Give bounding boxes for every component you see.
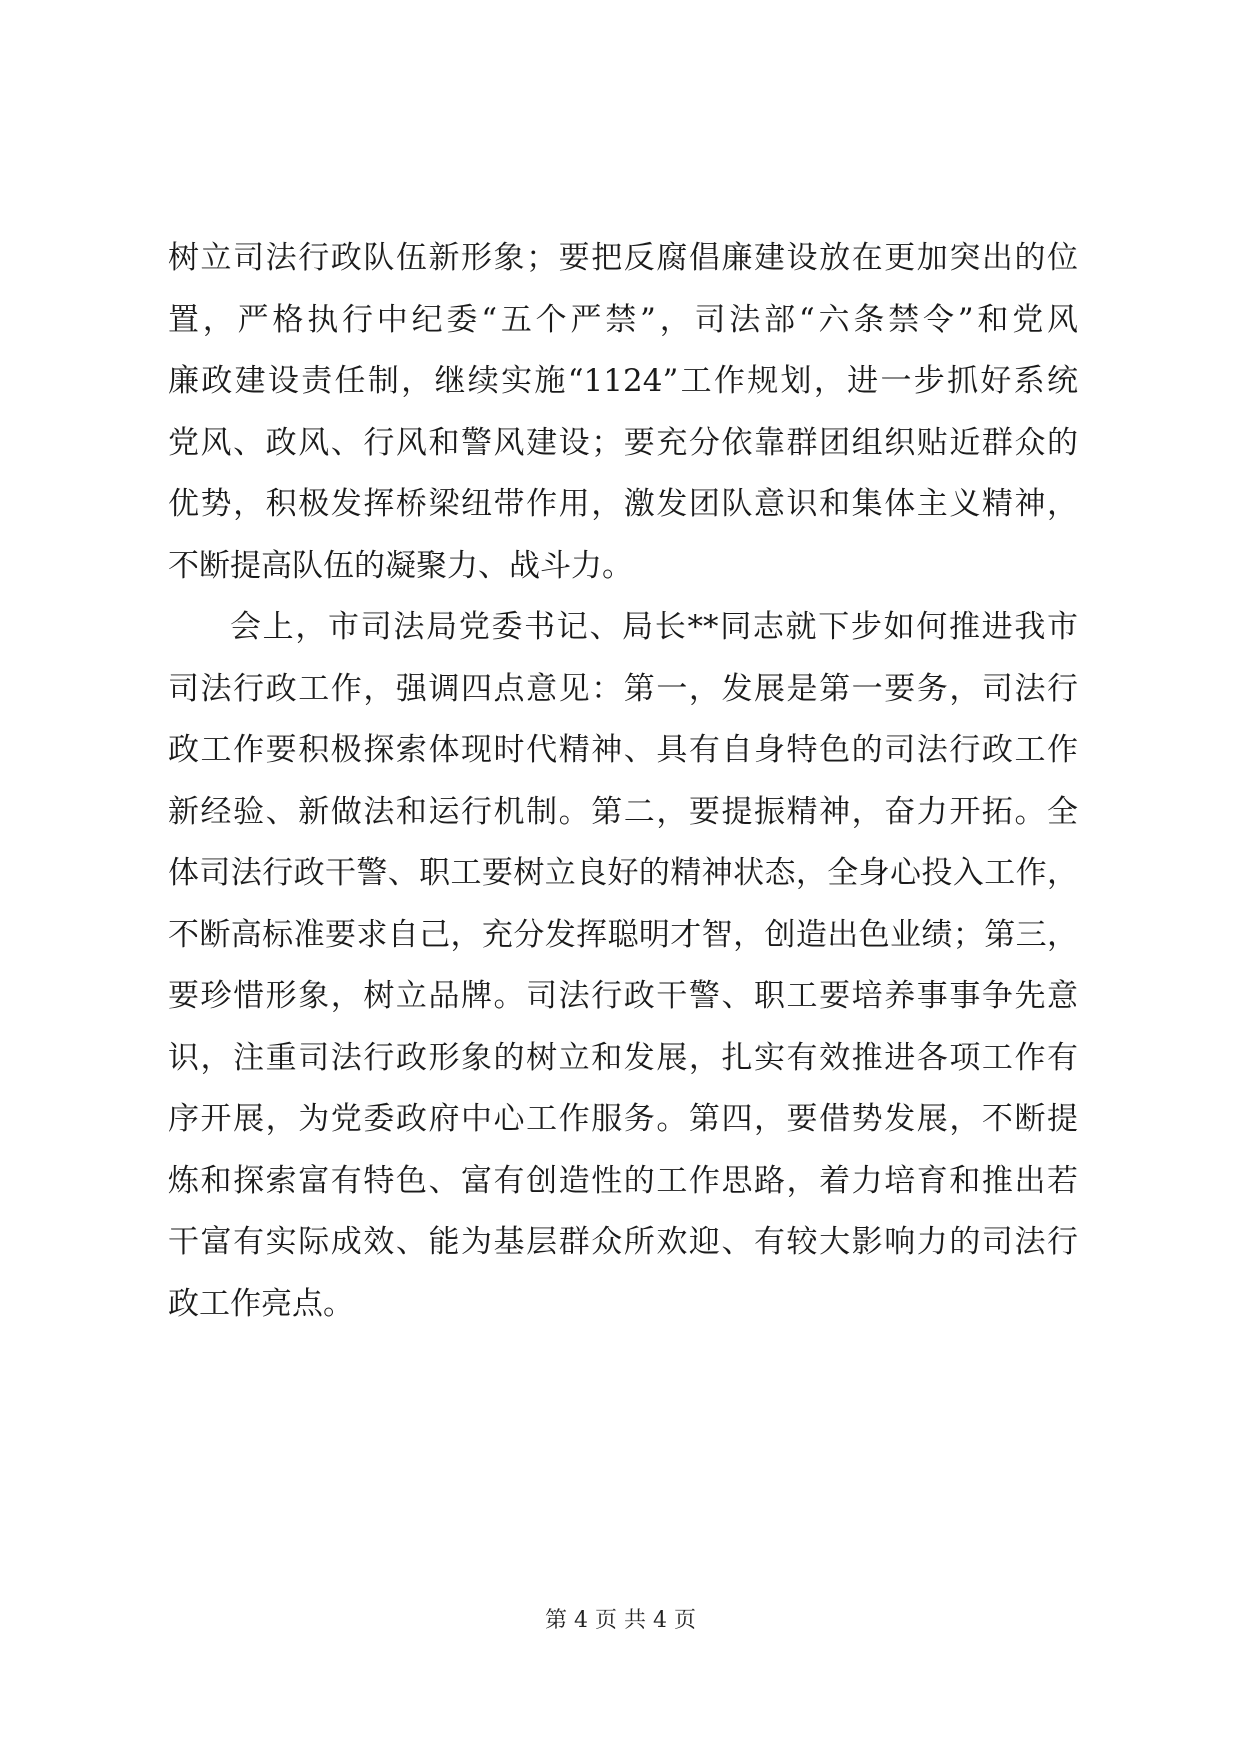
paragraph-2-line-9: 序开展，为党委政府中心工作服务。第四，要借势发展，不断提 xyxy=(168,1101,1078,1137)
paragraph-1-line-3: 廉政建设责任制，继续实施“1124”工作规划，进一步抓好系统 xyxy=(168,363,1078,399)
paragraph-2-line-10: 炼和探索富有特色、富有创造性的工作思路，着力培育和推出若 xyxy=(168,1162,1078,1199)
document-body xyxy=(168,228,1078,1335)
paragraph-2-line-11: 干富有实际成效、能为基层群众所欢迎、有较大影响力的司法行 xyxy=(168,1224,1078,1260)
paragraph-1-line-2: 置，严格执行中纪委“五个严禁”，司法部“六条禁令”和党风 xyxy=(168,301,1078,338)
paragraph-2-line-3: 政工作要积极探索体现时代精神、具有自身特色的司法行政工作 xyxy=(168,732,1078,768)
paragraph-2-line-8: 识，注重司法行政形象的树立和发展，扎实有效推进各项工作有 xyxy=(168,1039,1078,1076)
page-number-label: 第 4 页 共 4 页 xyxy=(545,1608,696,1633)
paragraph-2-line-6: 不断高标准要求自己，充分发挥聪明才智，创造出色业绩；第三， xyxy=(168,916,1078,953)
paragraph-2-line-2: 司法行政工作，强调四点意见：第一，发展是第一要务，司法行 xyxy=(168,670,1078,707)
page-footer xyxy=(0,1606,1241,1636)
paragraph-2-line-7: 要珍惜形象，树立品牌。司法行政干警、职工要培养事事争先意 xyxy=(168,978,1078,1014)
paragraph-2-line-1: 会上，市司法局党委书记、局长**同志就下步如何推进我市 xyxy=(230,609,1078,645)
paragraph-2-line-4: 新经验、新做法和运行机制。第二，要提振精神，奋力开拓。全 xyxy=(168,793,1078,830)
paragraph-2-line-12: 政工作亮点。 xyxy=(168,1285,354,1322)
paragraph-1-line-4: 党风、政风、行风和警风建设；要充分依靠群团组织贴近群众的 xyxy=(168,424,1078,461)
paragraph-2-line-5: 体司法行政干警、职工要树立良好的精神状态，全身心投入工作， xyxy=(168,855,1078,891)
paragraph-1-line-6: 不断提高队伍的凝聚力、战斗力。 xyxy=(168,547,633,584)
paragraph-1-line-1: 树立司法行政队伍新形象；要把反腐倡廉建设放在更加突出的位 xyxy=(168,240,1078,276)
paragraph-1-line-5: 优势，积极发挥桥梁纽带作用，激发团队意识和集体主义精神， xyxy=(168,486,1078,522)
